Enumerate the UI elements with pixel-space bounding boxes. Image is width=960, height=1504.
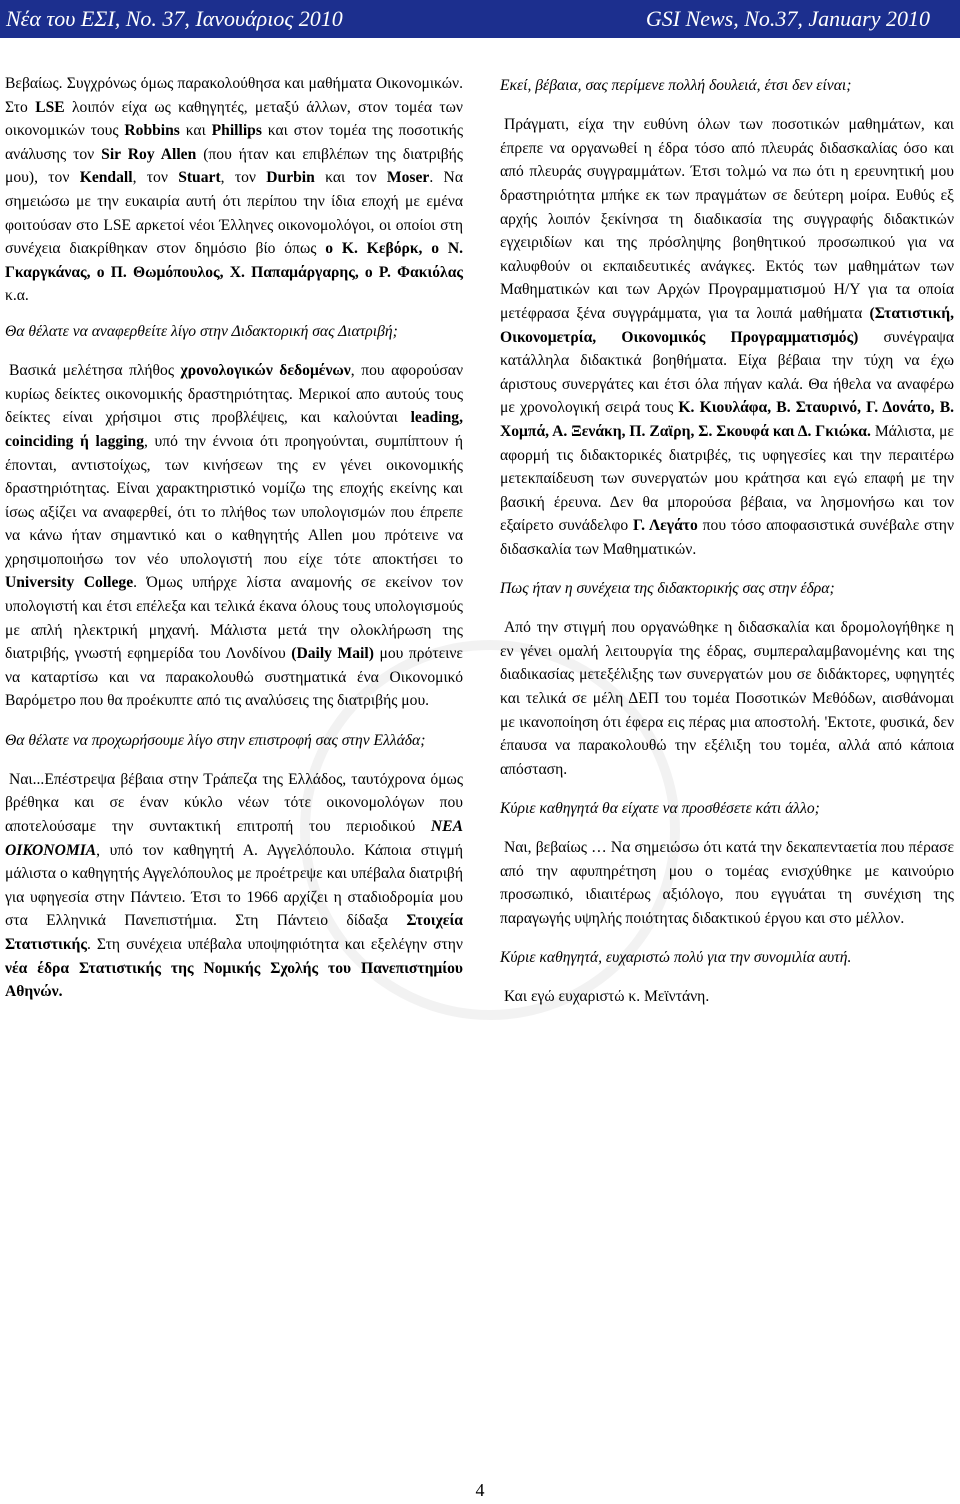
text-run: . Να σημειώσω με την ευκαιρία αυτή ότι περίπου την ίδια εποχή με εμένα φοιτούσαν στο LSE αρκετοί νέοι Έλληνες οικονομολόγοι, οι οποίοι στη συνέχεια διακρίθηκαν στον δημόσιο βίο όπως — [5, 169, 463, 258]
text-run: , τον — [132, 169, 179, 187]
text-run: Μάλιστα, με αφορμή τις διδακτορικές διατριβές, τις υφηγεσίες και την περαιτέρω μετεκπαίδευση των συνεργατών μου κράτησα και εγώ επαφή με την βασική έρευνα. Δεν θα μπορούσα βέβαια, να λησμονήσω και τον εξαίρετο συνάδελφο — [500, 422, 954, 535]
answer-paragraph — [5, 768, 463, 1004]
answer-paragraph — [500, 113, 954, 561]
text-run: Βασικά μελέτησα πλήθος — [9, 362, 181, 380]
bold-text-run: University College — [5, 574, 134, 592]
page-header — [0, 0, 960, 38]
bold-text-run: Sir Roy Allen — [101, 145, 197, 163]
question: Θα θέλατε να προχωρήσουμε λίγο στην επιστροφή σας στην Ελλάδα; — [5, 731, 426, 749]
left-column — [5, 72, 463, 1019]
question: Κύριε καθηγητά θα είχατε να προσθέσετε κάτι άλλο; — [500, 800, 820, 817]
bold-text-run: leading, coinciding ή lagging — [5, 409, 463, 450]
question: Κύριε καθηγητά, ευχαριστώ πολύ για την συνομιλία αυτή. — [500, 949, 852, 967]
text-run: που τόσο αποφασιστικά συνέβαλε στην διδασκαλία των Μαθηματικών. — [500, 517, 954, 558]
bold-text-run: ΝΕΑ ΟΙΚΟΝΟΜΙΑ — [5, 818, 463, 859]
bold-text-run: Robbins — [124, 122, 180, 140]
bold-text-run: Γ. Λεγάτο — [633, 517, 698, 535]
text-run: Πράγματι, είχα την ευθύνη όλων των ποσοτικών μαθημάτων, και έπρεπε να οργανωθεί η έδρα τόσο από πλευράς διδασκαλίας όσο και από πλευράς συγγραμμάτων. Έτσι τολμώ να πω ότι η ερευνητική μου δραστηριότητα μπήκε εκ των πραγμάτων σε δεύτερη μοίρα. Ευθύς εξ αρχής λοιπόν ξεκίνησα τη διαδικασία της συγγραφής διδακτικών εγχειριδίων και της πρόσληψης βοηθητικού προσωπικού για να καλυφθούν οι εκπαιδευτικές ανάγκες. Εκτός των μαθημάτων των Μαθηματικών και των Αρχών Προγραμματισμού Η/Υ για τα οποία μετέφρασα ξένα συγγράμματα, για τα λοιπά μαθήματα — [500, 116, 954, 322]
bold-text-run: Phillips — [211, 122, 262, 140]
text-run: συνέγραψα κατάλληλα διδακτικά βοηθήματα. Είχα βέβαια την τύχη να έχω άριστους συνεργάτες και έτσι όλα πήγαν καλά. Θα ήθελα να αναφέρω με χρονολογική σειρά τους — [500, 328, 955, 417]
bold-text-run: ο Κ. Κεβόρκ, ο Ν. Γκαργκάνας, ο Π. Θωμόπουλος, Χ. Παπαμάργαρης, ο Ρ. Φακιόλας — [5, 240, 463, 281]
text-run: . Όμως υπήρχε λίστα αναμονής σε εκείνον τον υπολογιστή και έτσι επέλεξα και τελικά έκανα όλους τους υπολογισμούς με απλή ηλεκτρική μηχανή. Μάλιστα μετά την ολοκλήρωση της διατριβής, γνωστή εφημερίδα του Λονδίνου — [5, 574, 464, 663]
text-run: , που αφορούσαν κυρίως δείκτες οικονομικής δραστηριότητας. Μερικοί απο αυτούς τους δείκτες είναι χρήσιμοι στις προβλέψεις, και καλούνται — [5, 362, 463, 427]
bold-text-run: Kendall — [79, 169, 133, 187]
bold-text-run: Moser — [386, 169, 430, 187]
text-run: , υπό την έννοια ότι προηγούνται, συμπίπτουν ή έπονται, αντιστοίχως, των κινήσεων της εν γένει οικονομικής δραστηριότητας. Είναι χαρακτηριστικό νομίζω της εποχής εκείνης και ίσως αξίζει να αναφερθεί, ότι το πλήθος των υπολογισμών που έπρεπε να κάνω ήταν σημαντικό και ο καθηγητής Allen μου πρότεινε να χρησιμοποιήσω τον νέο υπολογιστή που είχε τότε αποκτήσει το — [5, 432, 463, 568]
answer-paragraph — [500, 616, 954, 781]
bold-text-run: Durbin — [266, 169, 315, 187]
text-run: . Στη συνέχεια υπέβαλα υποψηφιότητα και εξελέγην στην — [86, 935, 463, 953]
answer-paragraph — [500, 836, 954, 930]
text-run: και — [179, 122, 212, 140]
question: Θα θέλατε να αναφερθείτε λίγο στην Διδακτορική σας Διατριβή; — [5, 322, 398, 340]
text-run: , τον — [220, 169, 267, 187]
text-run: Ναι...Επέστρεψα βέβαια στην Τράπεζα της Ελλάδος, ταυτόχρονα όμως βρέθηκα και σε έναν κύκλο νέων τότε οικονομολόγων που αποτελούσαμε την συντακτική επιτροπή του περιοδικού — [5, 770, 463, 835]
question: Πως ήταν η συνέχεια της διδακτορικής σας στην έδρα; — [500, 580, 835, 598]
text-run: και τον — [314, 169, 387, 187]
text-run: λοιπόν είχα ως καθηγητές, μεταξύ άλλων, στον τομέα των οικονομικών τους — [5, 98, 463, 140]
text-run: μου πρότεινε να καταρτίσω και να παρακολουθώ συστηματικά ένα Οικονομικό Βαρόμετρο που θα προέκυπτε από τις αναλύσεις της διατριβής μου. — [5, 645, 463, 710]
bold-text-run: χρονολογικών δεδομένων — [180, 362, 351, 380]
text-run: Βεβαίως. Συγχρόνως όμως παρακολούθησα και μαθήματα Οικονομικών. Στο — [5, 75, 463, 116]
bold-text-run: (Στατιστική, Οικονομετρία, Οικονομικός Προγραμματισμός) — [500, 304, 954, 346]
answer-paragraph — [500, 985, 954, 1009]
page-number: 4 — [475, 1480, 485, 1500]
bold-text-run: LSE — [35, 98, 65, 116]
text-run: Και εγώ ευχαριστώ κ. Μεϊντάνη. — [504, 988, 710, 1006]
right-column — [500, 74, 954, 1025]
text-run: Ναι, βεβαίως … Να σημειώσω ότι κατά την δεκαπενταετία που πέρασε από την αφυπηρέτηση μου ο τομέας ενισχύθηκε με καινούριο προσωπικό, ιδιαιτέρως αξιόλογο, που εγγυάται τη συνέχιση της παραγωγής υψηλής ποιότητας διδακτικού έργου και στο μέλλον. — [500, 839, 954, 927]
text-run: κ.α. — [5, 287, 29, 305]
question: Εκεί, βέβαια, σας περίμενε πολλή δουλειά, έτσι δεν είναι; — [500, 77, 852, 94]
text-run: (που ήταν και επιβλέπων της διατριβής μου), τον — [5, 145, 463, 187]
header-title-greek: Νέα του ΕΣΙ, No. 37, Ιανουάριος 2010 — [6, 6, 343, 31]
header-title-english: GSI News, No.37, January 2010 — [645, 6, 930, 31]
answer-paragraph — [5, 359, 463, 713]
text-run: και στον τομέα της ποσοτικής ανάλυσης τον — [5, 122, 464, 163]
bold-text-run: Κ. Κιουλάφα, Β. Σταυρινό, Γ. Δονάτο, Β. Χομπά, Α. Ξενάκη, Π. Ζαϊρη, Σ. Σκουφά και Δ. Γκιώκα. — [500, 399, 954, 440]
bold-text-run: Στοιχεία Στατιστικής — [5, 912, 463, 953]
bold-text-run: (Daily Mail) — [291, 645, 374, 663]
bold-text-run: Stuart — [178, 169, 221, 187]
answer-paragraph — [5, 72, 463, 308]
bold-text-run: νέα έδρα Στατιστικής της Νομικής Σχολής του Πανεπιστημίου Αθηνών. — [5, 959, 463, 1001]
text-run: Από την στιγμή που οργανώθηκε η διδασκαλία και δρομολογήθηκε η εν γένει ομαλή λειτουργία της έδρας, συμπεραλαμβανομένης και της διαδικασίας μετεξέλιξης των συνεργατών μου σε διδάκτορες, υφηγητές και τελικά σε μέλη ΔΕΠ του τομέα Ποσοτικών Μεθόδων, αισθάνομαι με ικανοποίηση ότι έφερα εις πέρας μια αποστολή. 'Εκτοτε, φυσικά, δεν έπαυσα να παρακολουθώ την εξέλιξη του τομέα, αλλά από κάποια απόσταση. — [500, 619, 954, 778]
text-run: , υπό τον καθηγητή Α. Αγγελόπουλο. Κάποια στιγμή μάλιστα ο καθηγητής Αγγελόπουλος με προέτρεψε και υπέβαλα διατριβή για υφηγεσία στην Πάντειο. Έτσι το 1966 αρχίζει η σταδιοδρομία μου στα Ελληνικά Πανεπιστήμια. Στη Πάντειο δίδαξα — [5, 841, 463, 930]
